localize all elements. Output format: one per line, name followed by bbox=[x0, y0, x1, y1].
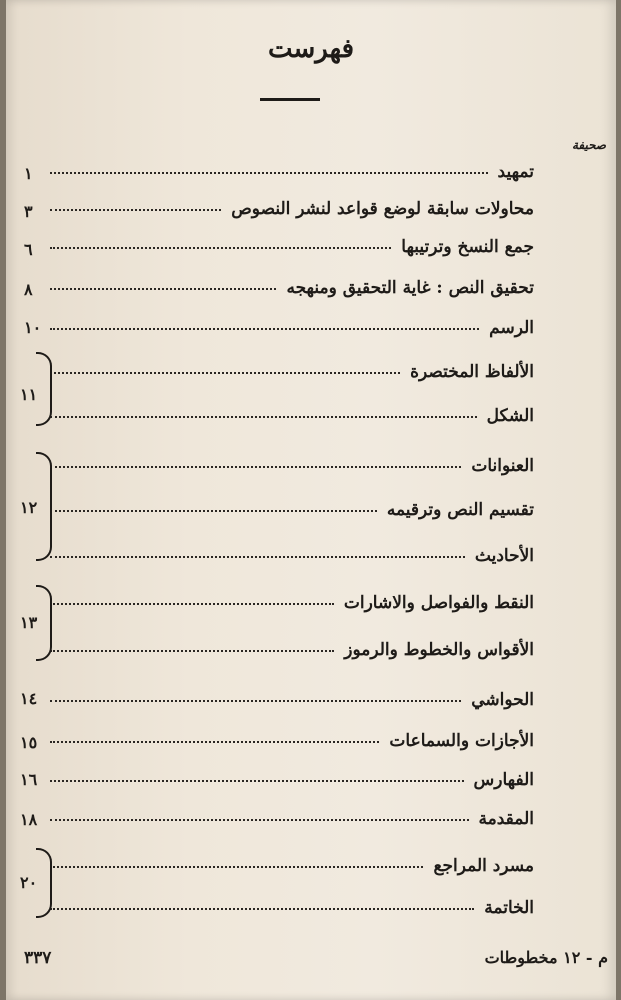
page-number: ١ bbox=[24, 164, 33, 183]
leader-dots bbox=[50, 509, 377, 512]
leader-dots bbox=[50, 699, 461, 702]
book-page bbox=[6, 0, 616, 1000]
leader-dots bbox=[50, 327, 479, 330]
toc-entry-label: الشكل bbox=[486, 406, 534, 426]
toc-entry bbox=[50, 846, 534, 876]
leader-dots bbox=[50, 818, 469, 821]
toc-entry bbox=[50, 799, 534, 829]
group-brace bbox=[36, 352, 52, 426]
leader-dots bbox=[50, 208, 221, 211]
group-brace bbox=[36, 585, 52, 661]
leader-dots bbox=[50, 649, 334, 652]
folio-number: ٣٣٧ bbox=[24, 948, 52, 968]
page-number: ١٨ bbox=[20, 810, 38, 829]
leader-dots bbox=[50, 371, 400, 374]
toc-entry bbox=[50, 583, 534, 613]
page-number: ١٠ bbox=[24, 318, 42, 337]
page-number: ٨ bbox=[24, 280, 33, 299]
toc-entry bbox=[50, 189, 534, 219]
toc-entry-label: العنوانات bbox=[471, 456, 534, 476]
page-number: ١٤ bbox=[20, 689, 38, 708]
leader-dots bbox=[50, 602, 334, 605]
page-column-header: صحيفة bbox=[571, 138, 606, 152]
title-underline bbox=[260, 98, 320, 101]
toc-entry bbox=[50, 352, 534, 382]
leader-dots bbox=[50, 740, 379, 743]
toc-entry-label: المقدمة bbox=[478, 809, 534, 829]
toc-entry-label: الأحاديث bbox=[474, 546, 534, 566]
page-number: ١٥ bbox=[20, 733, 38, 752]
toc-entry-label: الأقواس والخطوط والرموز bbox=[344, 640, 534, 660]
toc-entry-label: تمهيد bbox=[497, 162, 534, 182]
toc-entry bbox=[50, 630, 534, 660]
toc-entry bbox=[50, 268, 534, 298]
leader-dots bbox=[50, 415, 477, 418]
leader-dots bbox=[50, 465, 461, 468]
toc-entry bbox=[50, 308, 534, 338]
signature-mark: م - ١٢ مخطوطات bbox=[484, 948, 608, 967]
page-number: ١٣ bbox=[20, 613, 38, 632]
toc-entry bbox=[50, 536, 534, 566]
toc-entry-label: الخاتمة bbox=[484, 898, 534, 918]
group-brace bbox=[36, 848, 52, 918]
toc-entry bbox=[50, 721, 534, 751]
toc-entry bbox=[50, 490, 534, 520]
toc-entry bbox=[50, 888, 534, 918]
page-number: ١٦ bbox=[20, 770, 38, 789]
toc-entry-label: جمع النسخ وترتيبها bbox=[401, 237, 534, 257]
page-number: ٢٠ bbox=[20, 873, 38, 892]
toc-entry-label: الفهارس bbox=[473, 770, 534, 790]
leader-dots bbox=[50, 779, 464, 782]
toc-entry-label: الحواشي bbox=[471, 690, 534, 710]
toc-entry-label: الألفاظ المختصرة bbox=[410, 362, 534, 382]
toc-entry bbox=[50, 760, 534, 790]
toc-entry-label: مسرد المراجع bbox=[433, 856, 534, 876]
leader-dots bbox=[50, 246, 391, 249]
page-number: ١٢ bbox=[20, 498, 38, 517]
leader-dots bbox=[50, 171, 488, 174]
toc-entry bbox=[50, 396, 534, 426]
toc-entry-label: النقط والفواصل والاشارات bbox=[343, 593, 534, 613]
page-number: ٦ bbox=[24, 240, 33, 259]
toc-entry-label: الرسم bbox=[489, 318, 534, 338]
page-number: ٣ bbox=[24, 202, 33, 221]
toc-entry bbox=[50, 680, 534, 710]
page-title: فهرست bbox=[267, 34, 355, 64]
toc-entry-label: تقسيم النص وترقيمه bbox=[386, 500, 534, 520]
toc-entry bbox=[50, 227, 534, 257]
toc-entry-label: محاولات سابقة لوضع قواعد لنشر النصوص bbox=[231, 199, 534, 219]
leader-dots bbox=[50, 287, 276, 290]
leader-dots bbox=[50, 907, 474, 910]
page-number: ١١ bbox=[20, 385, 38, 404]
leader-dots bbox=[50, 555, 465, 558]
toc-entry-label: تحقيق النص : غاية التحقيق ومنهجه bbox=[286, 278, 534, 298]
toc-entry-label: الأجازات والسماعات bbox=[389, 731, 534, 751]
group-brace bbox=[36, 452, 52, 561]
toc-entry bbox=[50, 446, 534, 476]
leader-dots bbox=[50, 865, 423, 868]
toc-entry bbox=[50, 152, 534, 182]
